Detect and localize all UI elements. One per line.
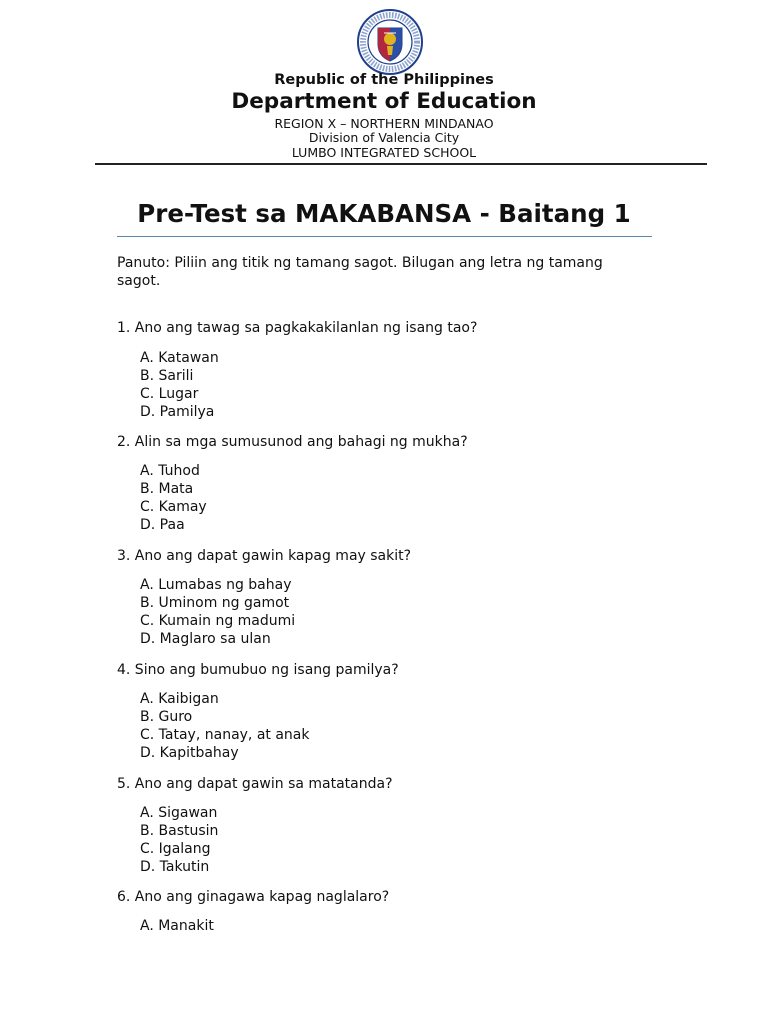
option-1c[interactable]: C. Lugar (140, 385, 199, 402)
option-4a[interactable]: A. Kaibigan (140, 691, 219, 707)
option-5c[interactable]: C. Igalang (140, 840, 211, 857)
department-heading: Department of Education (231, 89, 537, 114)
option-3c[interactable]: C. Kumain ng madumi (140, 612, 296, 629)
option-4d[interactable]: D. Kapitbahay (140, 744, 239, 761)
option-1b[interactable]: B. Sarili (140, 367, 194, 384)
division-label: Division of Valencia City (308, 130, 460, 145)
option-4c[interactable]: C. Tatay, nanay, at anak (140, 726, 310, 743)
option-1d[interactable]: D. Pamilya (140, 403, 215, 420)
school-label: LUMBO INTEGRATED SCHOOL (291, 145, 477, 160)
region-label: REGION X – NORTHERN MINDANAO (274, 116, 494, 131)
options-3 (140, 577, 295, 649)
header-divider (95, 163, 707, 165)
option-3b[interactable]: B. Uminom ng gamot (140, 594, 290, 611)
options-5 (140, 805, 218, 877)
option-5a[interactable]: A. Sigawan (140, 805, 218, 821)
option-1a[interactable]: A. Katawan (140, 350, 219, 366)
option-5b[interactable]: B. Bastusin (140, 822, 219, 839)
options-2 (140, 463, 207, 535)
option-3a[interactable]: A. Lumabas ng bahay (140, 577, 292, 593)
page-title: Pre-Test sa MAKABANSA - Baitang 1 (137, 199, 631, 228)
options-6 (140, 918, 214, 936)
title-underline (117, 236, 652, 237)
option-2c[interactable]: C. Kamay (140, 498, 207, 515)
option-4b[interactable]: B. Guro (140, 708, 193, 725)
option-2d[interactable]: D. Paa (140, 516, 185, 533)
deped-seal-icon (354, 8, 426, 76)
option-2b[interactable]: B. Mata (140, 480, 194, 497)
option-6a[interactable]: A. Manakit (140, 918, 214, 934)
question-1: 1. Ano ang tawag sa pagkakakilanlan ng isang tao? (117, 320, 478, 336)
options-4 (140, 691, 310, 763)
question-3: 3. Ano ang dapat gawin kapag may sakit? (117, 548, 412, 564)
question-4: 4. Sino ang bumubuo ng isang pamilya? (117, 662, 399, 678)
question-6: 6. Ano ang ginagawa kapag naglalaro? (117, 889, 390, 905)
instructions-text: Panuto: Piliin ang titik ng tamang sagot. Bilugan ang letra ng tamang sagot. (117, 255, 603, 289)
question-2: 2. Alin sa mga sumusunod ang bahagi ng mukha? (117, 434, 468, 450)
options-1 (140, 350, 219, 422)
republic-heading: Republic of the Philippines (274, 72, 494, 88)
option-5d[interactable]: D. Takutin (140, 858, 210, 875)
option-2a[interactable]: A. Tuhod (140, 463, 200, 479)
option-3d[interactable]: D. Maglaro sa ulan (140, 630, 271, 647)
question-5: 5. Ano ang dapat gawin sa matatanda? (117, 776, 393, 792)
